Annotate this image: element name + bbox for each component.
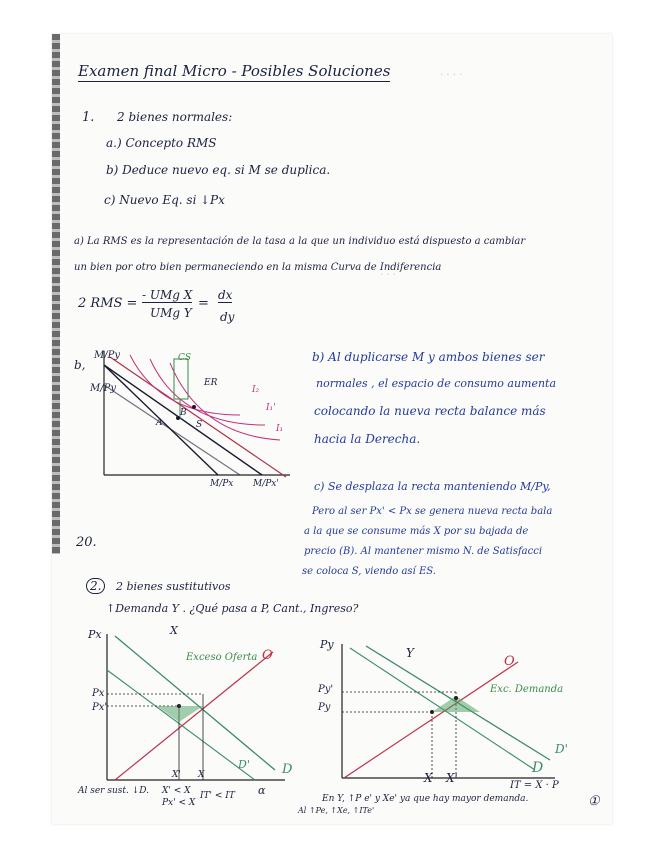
spiral-binding bbox=[52, 34, 60, 554]
answer-a-line-1: a) La RMS es la representación de la tasa a la que un individuo está dispuesto a cambiar bbox=[74, 236, 526, 247]
question-1-number: 1. bbox=[82, 110, 95, 125]
bleed-through-text: · · · · bbox=[440, 70, 463, 81]
graph-x-title: X bbox=[170, 624, 178, 637]
graph-x-note-4: IT' < IT bbox=[200, 791, 235, 801]
answer-b-line-3: colocando la nueva recta balance más bbox=[314, 404, 546, 418]
question-2-number: 2. bbox=[86, 578, 105, 594]
graph-1-x-left: M/Px bbox=[210, 479, 234, 489]
graph-1-i1: I₁ bbox=[276, 424, 284, 434]
graph-x-qty-new: X' bbox=[172, 770, 181, 780]
question-1-item-c-price: ↓Px bbox=[200, 193, 225, 207]
graph-1-cs: CS bbox=[178, 353, 192, 363]
graph-x-price-new: Px' bbox=[92, 702, 108, 713]
graph-1-y-top: M/Py bbox=[94, 350, 120, 361]
formula-prefix: 2 RMS = bbox=[78, 296, 138, 311]
graph-x-note-3: Px' < X bbox=[162, 798, 196, 808]
page-number: ① bbox=[588, 794, 600, 809]
graph-y-revenue: IT = X · P bbox=[510, 780, 559, 791]
page-title: Examen final Micro - Posibles Soluciones bbox=[78, 62, 391, 80]
graph-1-x-right: M/Px' bbox=[253, 479, 279, 489]
market-y-graph bbox=[330, 640, 560, 790]
graph-x-qty: X bbox=[198, 770, 205, 780]
question-1-item-a: a.) Concepto RMS bbox=[106, 136, 217, 150]
graph-y-excess: Exc. Demanda bbox=[490, 684, 564, 695]
question-1-heading: 2 bienes normales: bbox=[117, 110, 233, 124]
graph-1-er: ER bbox=[204, 378, 218, 388]
graph-y-supply: O bbox=[504, 654, 515, 669]
graph-x-note-1: Al ser sust. ↓D. bbox=[78, 786, 150, 796]
answer-c-line-2: Pero al ser Px' < Px se genera nueva recta bala bbox=[312, 506, 553, 517]
graph-x-excess: Exceso Oferta bbox=[186, 652, 258, 663]
graph-1-y-low: M/Py bbox=[90, 383, 116, 394]
graph-x-price: Px bbox=[92, 688, 105, 699]
question-1-item-b: b) Deduce nuevo eq. si M se duplica. bbox=[106, 163, 331, 177]
graph-1-i1p: I₁' bbox=[266, 403, 276, 413]
formula-equals: = bbox=[198, 296, 209, 311]
answer-a-line-2: un bien por otro bien permaneciendo en la misma Curva de Indiferencia bbox=[74, 262, 442, 273]
graph-y-qty-new: X' bbox=[446, 771, 458, 785]
graph-y-title: Y bbox=[406, 646, 414, 660]
answer-b-line-4: hacia la Derecha. bbox=[314, 432, 421, 446]
answer-c-line-1: c) Se desplaza la recta manteniendo M/Py, bbox=[314, 480, 551, 493]
graph-x-demand: D bbox=[282, 762, 293, 777]
formula-denominator-2: dy bbox=[220, 310, 235, 324]
graph-x-note-2: X' < X bbox=[162, 786, 191, 796]
answer-c-line-4: precio (B). Al mantener mismo N. de Satisfacci bbox=[304, 546, 543, 557]
question-2-heading: 2 bienes sustitutivos bbox=[116, 580, 231, 593]
graph-1-label: b, bbox=[74, 358, 86, 372]
answer-c-line-5: se coloca S, viendo así ES. bbox=[302, 566, 436, 577]
graph-x-demand-new: D' bbox=[238, 758, 250, 771]
bleed-through-text: · · · bbox=[380, 270, 396, 281]
graph-y-demand: D bbox=[532, 760, 544, 776]
graph-1-point-a: A bbox=[156, 418, 163, 428]
graph-y-note-2: Al ↑Pe, ↑Xe, ↑ITe' bbox=[298, 806, 375, 815]
question-1-item-c: c) Nuevo Eq. si bbox=[104, 193, 197, 207]
answer-b-line-1: b) Al duplicarse M y ambos bienes ser bbox=[312, 350, 545, 364]
formula-denominator: UMg Y bbox=[150, 306, 192, 320]
graph-1-i2: I₂ bbox=[252, 385, 260, 395]
graph-1-point-b: B bbox=[180, 408, 187, 418]
graph-y-axis-label: Py bbox=[320, 638, 334, 651]
score-mark: 20. bbox=[76, 535, 97, 550]
graph-x-alpha: α bbox=[258, 784, 266, 797]
answer-c-line-3: a la que se consume más X por su bajada de bbox=[304, 526, 529, 537]
graph-x-axis-label: Px bbox=[88, 628, 102, 641]
formula-numerator: - UMg X bbox=[142, 288, 193, 302]
graph-y-price: Py bbox=[318, 702, 331, 713]
graph-1-point-s: S bbox=[196, 420, 203, 430]
graph-y-demand-new: D' bbox=[555, 742, 568, 756]
question-2-subheading: ↑Demanda Y . ¿Qué pasa a P, Cant., Ingreso? bbox=[106, 602, 359, 615]
indifference-graph bbox=[90, 345, 295, 495]
graph-x-supply: O bbox=[262, 648, 273, 663]
graph-y-qty: X bbox=[424, 771, 433, 785]
answer-b-line-2: normales , el espacio de consumo aumenta bbox=[316, 377, 557, 390]
graph-y-note-1: En Y, ↑P e' y Xe' ya que hay mayor demanda. bbox=[322, 794, 529, 804]
formula-numerator-2: dx bbox=[218, 288, 233, 302]
graph-y-price-new: Py' bbox=[318, 684, 334, 695]
